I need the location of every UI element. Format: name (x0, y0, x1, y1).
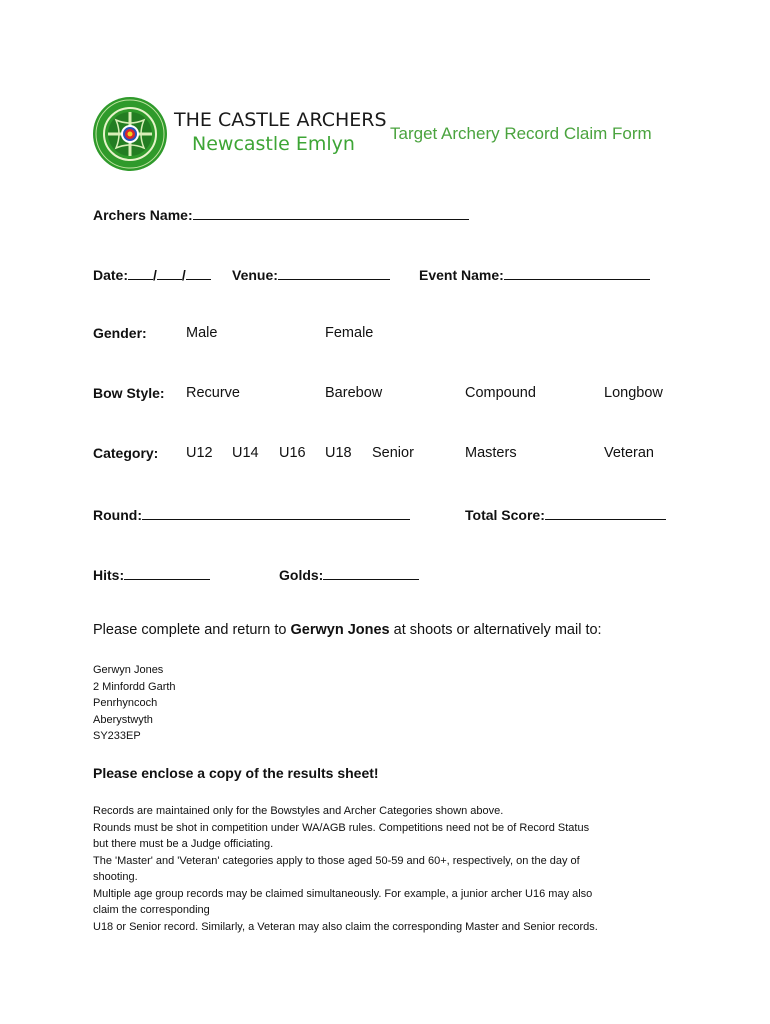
category-option-u18[interactable]: U18 (325, 445, 352, 461)
venue-field[interactable] (278, 265, 390, 280)
bow-style-option-compound[interactable]: Compound (465, 385, 536, 401)
address-line: SY233EP (93, 730, 141, 742)
gender-option-male[interactable]: Male (186, 325, 218, 341)
category-option-senior[interactable]: Senior (372, 445, 414, 461)
celtic-ring-logo-icon (92, 96, 168, 172)
category-option-u14[interactable]: U14 (232, 445, 259, 461)
intro-text-end: at shoots or alternatively mail to: (389, 622, 602, 638)
date-row (93, 265, 211, 285)
venue-label: Venue: (232, 267, 278, 283)
bow-style-option-recurve[interactable]: Recurve (186, 385, 240, 401)
category-option-u12[interactable]: U12 (186, 445, 213, 461)
total-score-field[interactable] (545, 505, 666, 520)
address-line: 2 Minfordd Garth (93, 680, 176, 693)
date-day-field[interactable] (128, 265, 153, 280)
category-option-masters[interactable]: Masters (465, 445, 517, 461)
total-score-row (465, 505, 666, 525)
enclose-notice: Please enclose a copy of the results sheet! (93, 765, 379, 781)
return-instructions (93, 622, 602, 638)
date-separator: / (153, 267, 157, 283)
bow-style-option-longbow[interactable]: Longbow (604, 385, 663, 401)
address-line: Aberystwyth (93, 713, 153, 726)
gender-label: Gender: (93, 325, 147, 341)
total-score-label: Total Score: (465, 507, 545, 523)
club-name: THE CASTLE ARCHERS (174, 109, 387, 131)
category-option-u16[interactable]: U16 (279, 445, 306, 461)
mailing-address (93, 662, 176, 745)
archers-name-label: Archers Name: (93, 207, 193, 223)
round-field[interactable] (142, 505, 410, 520)
note-line: Multiple age group records may be claimed simultaneously. For example, a junior archer U16 may also (93, 887, 593, 900)
recipient-name: Gerwyn Jones (290, 622, 390, 638)
note-line: shooting. (93, 871, 138, 883)
address-line: Gerwyn Jones (93, 664, 164, 676)
note-line: but there must be a Judge officiating. (93, 838, 274, 850)
intro-text: Please complete and return to (93, 622, 291, 638)
date-separator: / (181, 267, 186, 283)
golds-field[interactable] (323, 565, 419, 580)
hits-field[interactable] (124, 565, 210, 580)
club-logo (92, 96, 168, 172)
golds-row (279, 565, 419, 585)
bow-style-option-barebow[interactable]: Barebow (325, 385, 383, 401)
round-label: Round: (93, 507, 142, 523)
golds-label: Golds: (279, 567, 324, 583)
category-label: Category: (93, 445, 159, 461)
note-line: claim the corresponding (93, 904, 210, 916)
record-notes (93, 803, 693, 935)
date-year-field[interactable] (186, 265, 211, 280)
archers-name-field[interactable] (193, 205, 469, 220)
note-line: U18 or Senior record. Similarly, a Veteran may also claim the corresponding Master and Senior records. (93, 920, 598, 933)
address-line: Penrhyncoch (93, 697, 158, 709)
note-line: Records are maintained only for the Bowstyles and Archer Categories shown above. (93, 805, 504, 817)
event-name-label: Event Name: (419, 267, 504, 283)
bow-style-label: Bow Style: (93, 385, 165, 401)
category-option-veteran[interactable]: Veteran (604, 445, 654, 461)
hits-row (93, 565, 210, 585)
date-label: Date: (93, 267, 129, 283)
club-town: Newcastle Emlyn (192, 133, 355, 155)
event-name-field[interactable] (504, 265, 650, 280)
hits-label: Hits: (93, 567, 125, 583)
note-line: The 'Master' and 'Veteran' categories apply to those aged 50-59 and 60+, respectively, on the day of (93, 854, 580, 867)
venue-row (232, 265, 390, 285)
round-row (93, 505, 410, 525)
date-month-field[interactable] (157, 265, 182, 280)
note-line: Rounds must be shot in competition under WA/AGB rules. Competitions need not be of Record Status (93, 821, 590, 834)
event-name-row (419, 265, 650, 285)
archers-name-row (93, 205, 469, 225)
form-title: Target Archery Record Claim Form (390, 124, 652, 143)
gender-option-female[interactable]: Female (325, 325, 374, 341)
